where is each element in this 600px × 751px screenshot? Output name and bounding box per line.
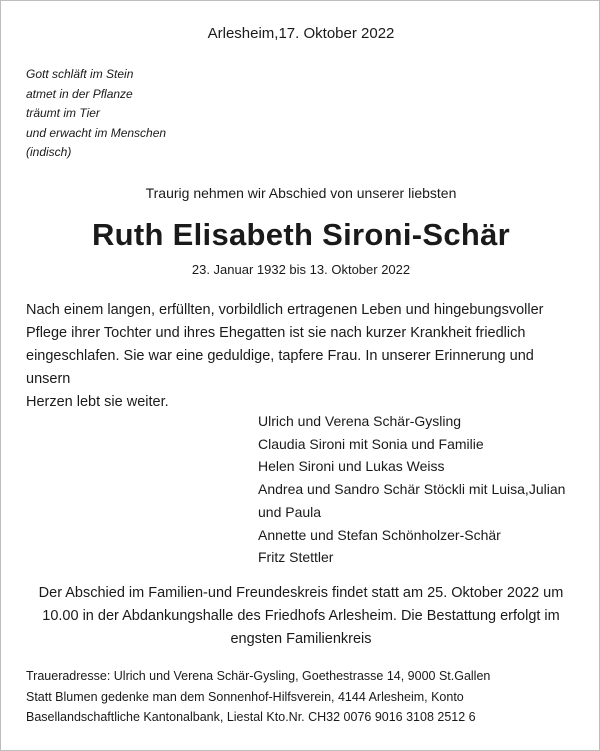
obituary-text	[26, 299, 571, 414]
mourner-line: Annette und Stefan Schönholzer-Schär	[258, 526, 501, 543]
donation-line: Basellandschaftliche Kantonalbank, Liestal Kto.Nr. CH32 0076 9016 3108 2512 6	[26, 710, 476, 724]
poem	[26, 65, 166, 163]
mourner-line: Andrea und Sandro Schär Stöckli mit Luisa,Julian	[258, 481, 566, 498]
poem-line: und erwacht im Menschen	[26, 125, 167, 140]
poem-line: Gott schläft im Stein	[26, 67, 134, 81]
mourning-address: Traueradresse: Ulrich und Verena Schär-Gysling, Goethestrasse 14, 9000 St.Gallen	[26, 669, 491, 683]
farewell-info	[26, 582, 576, 651]
poem-line: träumt im Tier	[26, 106, 100, 120]
deceased-name: Ruth Elisabeth Sironi-Schär	[91, 217, 511, 252]
farewell-line: engsten Familienkreis	[230, 631, 372, 647]
mourners-list	[258, 410, 565, 569]
mourner-line: Ulrich und Verena Schär-Gysling	[258, 413, 462, 429]
body-line: eingeschlafen. Sie war eine geduldige, tapfere Frau. In unserer Erinnerung und unsern	[26, 348, 534, 387]
life-dates: 23. Januar 1932 bis 13. Oktober 2022	[191, 262, 411, 277]
mourner-line: und Paula	[258, 503, 322, 520]
farewell-line: Der Abschied im Familien-und Freundeskreis findet statt am 25. Oktober 2022 um	[38, 585, 564, 601]
mourner-line: Claudia Sironi mit Sonia und Familie	[258, 435, 484, 452]
mourner-line: Fritz Stettler	[258, 549, 334, 566]
body-line: Herzen lebt sie weiter.	[26, 394, 169, 410]
footer-info	[26, 666, 490, 728]
farewell-line: 10.00 in der Abdankungshalle des Friedhofs Arlesheim. Die Bestattung erfolgt im	[42, 608, 560, 624]
body-line: Pflege ihrer Tochter und ihres Ehegatten ist sie nach kurzer Krankheit friedlich	[26, 325, 526, 341]
place-date-line: Arlesheim,17. Oktober 2022	[207, 25, 395, 42]
poem-source: (indisch)	[26, 145, 72, 159]
mourner-line: Helen Sironi und Lukas Weiss	[258, 458, 445, 475]
poem-line: atmet in der Pflanze	[26, 86, 133, 101]
donation-line: Statt Blumen gedenke man dem Sonnenhof-Hilfsverein, 4144 Arlesheim, Konto	[26, 689, 464, 704]
intro-line: Traurig nehmen wir Abschied von unserer liebsten	[145, 185, 457, 201]
body-line: Nach einem langen, erfüllten, vorbildlich ertragenen Leben und hingebungsvoller	[26, 302, 544, 318]
